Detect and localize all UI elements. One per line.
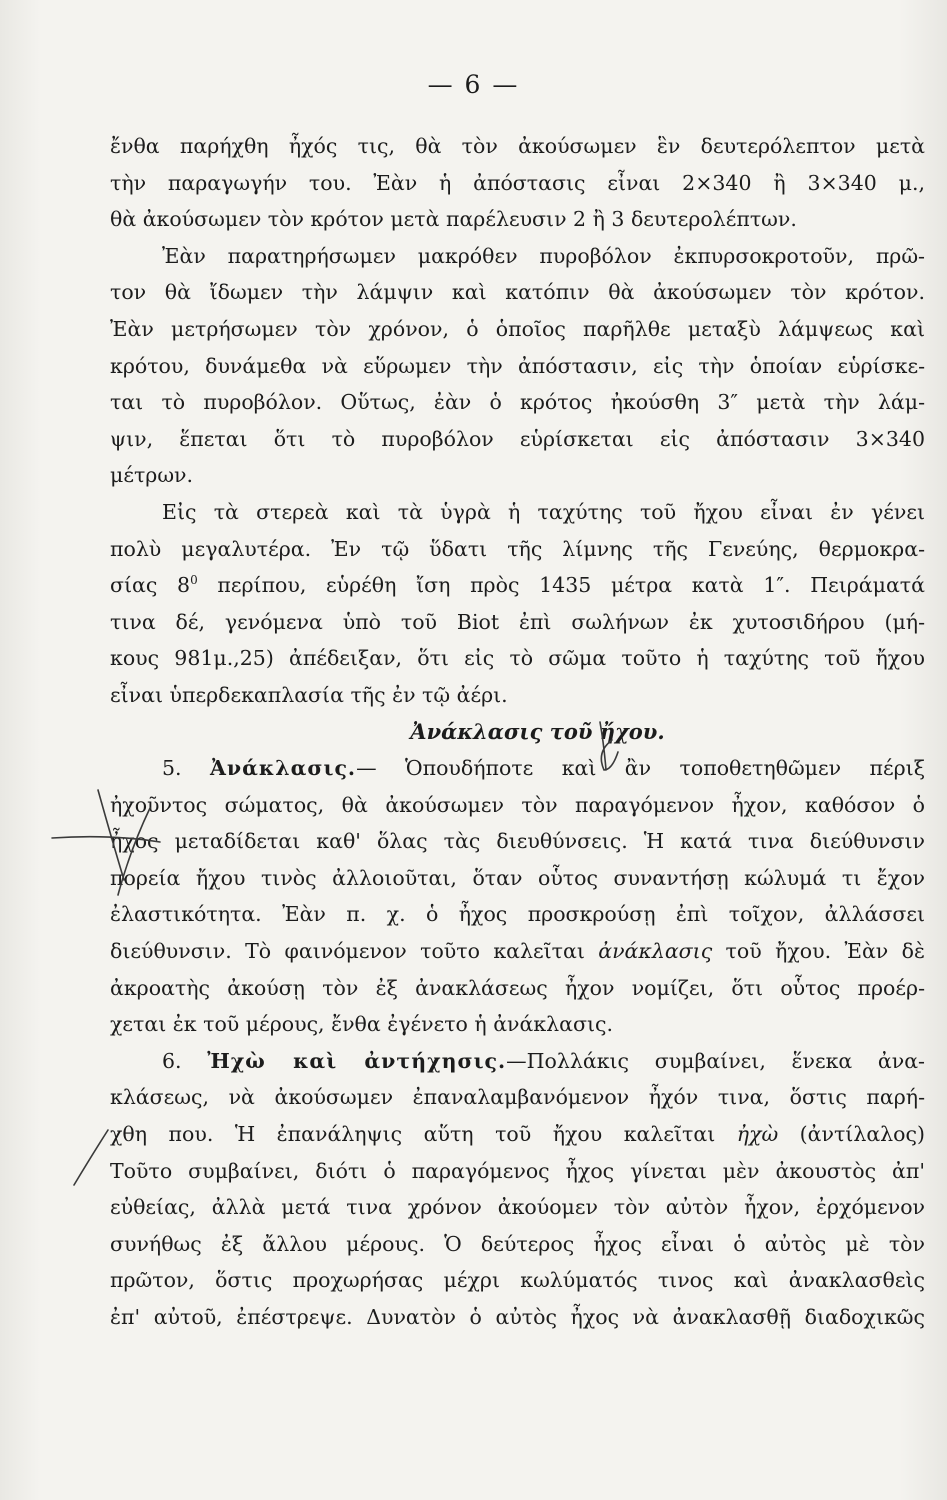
pencil-slash-mark bbox=[74, 1130, 108, 1185]
text-segment: (ἀντίλαλος) bbox=[778, 1122, 925, 1147]
text-line: κρότου, δυνάμεθα νὰ εὕρωμεν τὴν ἀπόστασιν, εἰς τὴν ὁποίαν εὑρίσκε- bbox=[110, 353, 925, 378]
text-line: ἔνθα παρήχθη ἦχός τις, θὰ τὸν ἀκούσωμεν ἓν δευτερόλεπτον μετὰ bbox=[110, 134, 925, 158]
text-line: Ἐὰν μετρήσωμεν τὸν χρόνον, ὁ ὁποῖος παρῆλθε μεταξὺ λάμψεως καὶ bbox=[110, 316, 925, 341]
text-line: συνήθως ἐξ ἄλλου μέρους. Ὁ δεύτερος ἦχος εἶναι ὁ αὐτὸς μὲ τὸν bbox=[110, 1231, 925, 1256]
section-title: Ἀνάκλασις. bbox=[209, 756, 357, 781]
page-number: — 6 — bbox=[427, 70, 520, 99]
text-line: εἶναι ὑπερδεκαπλασία τῆς ἐν τῷ ἀέρι. bbox=[110, 682, 508, 707]
text-line: ται τὸ πυροβόλον. Οὕτως, ἐὰν ὁ κρότος ἠκούσθη 3″ μετὰ τὴν λάμ- bbox=[110, 390, 925, 415]
section-6-start bbox=[110, 1043, 925, 1080]
text-line: θὰ ἀκούσωμεν τὸν κρότον μετὰ παρέλευσιν 2 ἢ 3 δευτερολέπτων. bbox=[110, 207, 797, 232]
section-5-start bbox=[110, 750, 925, 787]
page-body bbox=[110, 128, 925, 1336]
section-title: Ἠχὼ καὶ ἀντήχησις. bbox=[207, 1048, 507, 1073]
text-line: ἠχοῦντος σώματος, θὰ ἀκούσωμεν τὸν παραγόμενον ἦχον, καθόσον ὁ bbox=[110, 792, 925, 817]
text-line: Τοῦτο συμβαίνει, διότι ὁ παραγόμενος ἦχος γίνεται μὲν ἀκουστὸς ἀπ' bbox=[110, 1158, 925, 1183]
text-line: πολὺ μεγαλυτέρα. Ἐν τῷ ὕδατι τῆς λίμνης τῆς Γενεύης, θερμοκρα- bbox=[110, 536, 925, 561]
text-line bbox=[110, 933, 925, 970]
text-line: ἦχος μεταδίδεται καθ' ὅλας τὰς διευθύνσεις. Ἡ κατά τινα διεύθυνσιν bbox=[110, 829, 925, 854]
text-line: ἐπ' αὐτοῦ, ἐπέστρεψε. Δυνατὸν ὁ αὐτὸς ἦχος νὰ ἀνακλασθῇ διαδοχικῶς bbox=[110, 1305, 925, 1329]
italic-term: ἀνάκλασις bbox=[598, 939, 713, 964]
paragraph-start: Ἐὰν παρατηρήσωμεν μακρόθεν πυροβόλον ἐκπυρσοκροτοῦν, πρῶ- bbox=[162, 243, 925, 268]
text-line bbox=[110, 1116, 925, 1153]
text-line: εὐθείας, ἀλλὰ μετά τινα χρόνον ἀκούομεν τὸν αὐτὸν ἦχον, ἐρχόμενον bbox=[110, 1195, 925, 1220]
text-line: κλάσεως, νὰ ἀκούσωμεν ἐπαναλαμβανόμενον ἦχόν τινα, ὅστις παρή- bbox=[110, 1085, 925, 1110]
text-segment: χθη που. Ἡ ἐπανάληψις αὕτη τοῦ ἤχου καλεῖται bbox=[110, 1122, 737, 1147]
text-line: κους 981μ.,25) ἀπέδειξαν, ὅτι εἰς τὸ σῶμα τοῦτο ἡ ταχύτης τοῦ ἤχου bbox=[110, 646, 925, 671]
text-segment: περίπου, εὑρέθη ἴση πρὸς 1435 μέτρα κατὰ 1″. Πειράματά bbox=[197, 573, 925, 598]
text-line: τον θὰ ἴδωμεν τὴν λάμψιν καὶ κατόπιν θὰ ἀκούσωμεν τὸν κρότον. bbox=[110, 280, 925, 305]
text-line: τινα δέ, γενόμενα ὑπὸ τοῦ Biot ἐπὶ σωλήνων ἐκ χυτοσιδήρου (μή- bbox=[110, 609, 925, 634]
section-number: 6. bbox=[162, 1048, 182, 1073]
text-line: πορεία ἤχου τινὸς ἀλλοιοῦται, ὅταν οὗτος συναντήσῃ κώλυμά τι ἔχον bbox=[110, 865, 925, 890]
text-line: χεται ἐκ τοῦ μέρους, ἔνθα ἐγένετο ἡ ἀνάκλασις. bbox=[110, 1012, 614, 1037]
section-heading: Ἀνάκλασις τοῦ ἤχου. bbox=[410, 718, 665, 744]
italic-term: ἠχὼ bbox=[736, 1122, 779, 1147]
degree-superscript: 0 bbox=[190, 573, 198, 588]
text-line: ἀκροατὴς ἀκούσῃ τὸν ἐξ ἀνακλάσεως ἦχον νομίζει, ὅτι οὗτος προέρ- bbox=[110, 975, 925, 1000]
text-line: ψιν, ἕπεται ὅτι τὸ πυροβόλον εὑρίσκεται εἰς ἀπόστασιν 3×340 bbox=[110, 426, 925, 451]
text-segment: — Ὁπουδήποτε καὶ ἂν τοποθετηθῶμεν πέριξ bbox=[356, 756, 925, 781]
text-segment: —Πολλάκις συμβαίνει, ἕνεκα ἀνα- bbox=[506, 1048, 925, 1073]
text-segment: διεύθυνσιν. Τὸ φαινόμενον τοῦτο καλεῖται bbox=[110, 939, 599, 964]
text-segment: τοῦ ἤχου. Ἐὰν δὲ bbox=[712, 939, 925, 964]
text-line: μέτρων. bbox=[110, 463, 194, 488]
paragraph-start: Εἰς τὰ στερεὰ καὶ τὰ ὑγρὰ ἡ ταχύτης τοῦ ἤχου εἶναι ἐν γένει bbox=[162, 499, 925, 524]
text-segment: σίας 8 bbox=[110, 573, 191, 598]
text-line: πρῶτον, ὅστις προχωρήσας μέχρι κωλύματός τινος καὶ ἀνακλασθεὶς bbox=[110, 1268, 925, 1293]
text-line: τὴν παραγωγήν του. Ἐὰν ἡ ἀπόστασις εἶναι 2×340 ἢ 3×340 μ., bbox=[110, 170, 925, 195]
text-line bbox=[110, 567, 925, 604]
text-line: ἐλαστικότητα. Ἐὰν π. χ. ὁ ἦχος προσκρούσῃ ἐπὶ τοῖχον, ἀλλάσσει bbox=[110, 902, 925, 927]
section-number: 5. bbox=[162, 756, 182, 781]
